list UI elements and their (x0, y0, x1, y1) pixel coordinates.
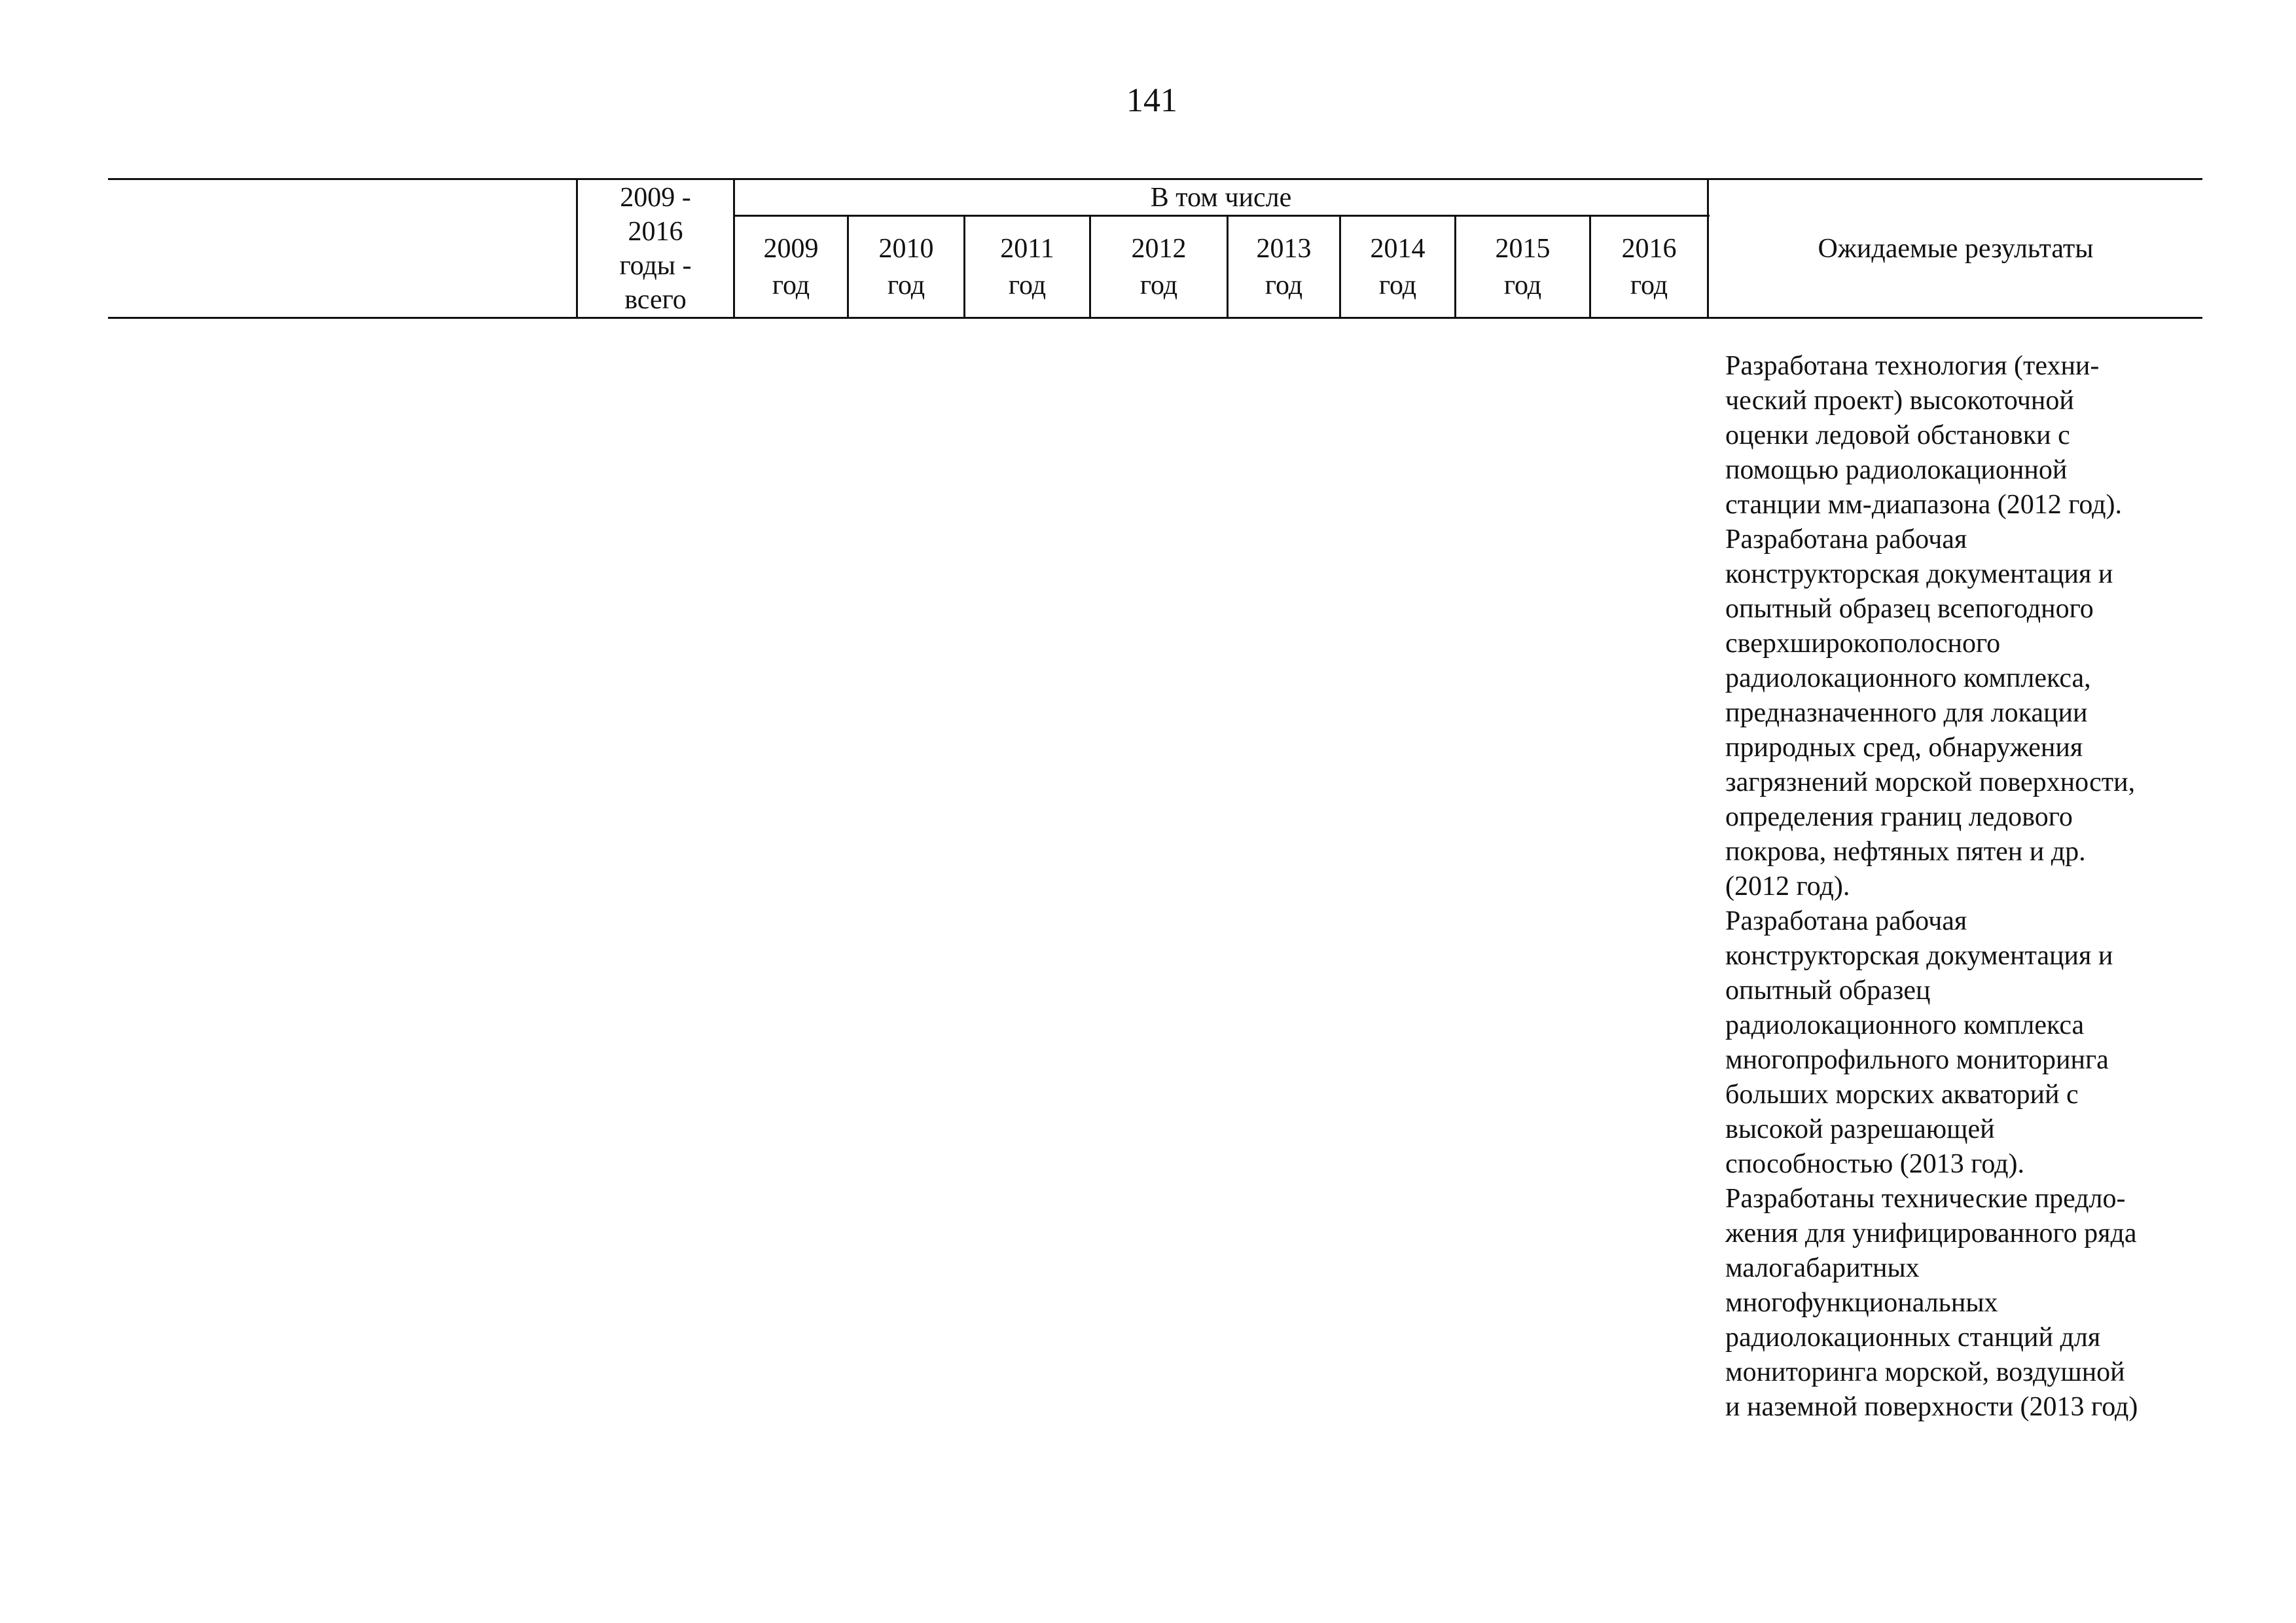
year-unit: год (1008, 270, 1047, 301)
year-unit: год (1265, 270, 1303, 301)
year-column-header (735, 217, 847, 317)
year-column-header (1456, 217, 1589, 317)
year-unit: год (887, 270, 925, 301)
group-header-label: В том числе (1150, 182, 1292, 213)
header-bottom-rule (108, 317, 2202, 319)
total-col-line: годы - (619, 250, 692, 281)
year-unit: год (772, 270, 810, 301)
year-column-header (1591, 217, 1707, 317)
total-col-line: 2016 (628, 216, 683, 247)
year-unit: год (1503, 270, 1542, 301)
year-column-header (1091, 217, 1227, 317)
year-column-header (965, 217, 1089, 317)
year-label: 2016 (1621, 233, 1677, 264)
year-unit: год (1630, 270, 1668, 301)
year-label: 2011 (1000, 233, 1054, 264)
total-col-line: всего (624, 284, 687, 315)
year-column-header (1341, 217, 1454, 317)
expected-results-text: Разработана технология (техни- ческий проект) высокоточной оценки ледовой обстановки с помощью радиолокационной станции мм-диапазона (2012 год). Разработана рабочая конструкторская документация и опытный образец всепогодного сверхширокополосного радиолокационного комплекса, предназначенного для локации природных сред, обнаружения загрязнений морской поверхности, определения границ ледового покрова, нефтяных пятен и др. (2012 год). Разработана рабочая конструкторская документация и опытный образец радиолокационного комплекса многопрофильного мониторинга больших морских акваторий с высокой разрешающей способностью (2013 год). Разработаны технические предло- жения для унифицированного ряда малогабаритных многофункциональных радиолокационных станций для мониторинга морской, воздушной и наземной поверхности (2013 год) (1725, 351, 2138, 1422)
year-label: 2015 (1495, 233, 1551, 264)
results-column-header: Ожидаемые результаты (1818, 233, 2094, 264)
total-col-line: 2009 - (620, 182, 691, 213)
year-label: 2010 (878, 233, 934, 264)
page-number: 141 (1126, 82, 1177, 119)
year-label: 2014 (1370, 233, 1426, 264)
year-column-header (1229, 217, 1339, 317)
year-label: 2012 (1131, 233, 1187, 264)
year-label: 2009 (763, 233, 819, 264)
year-label: 2013 (1256, 233, 1312, 264)
year-unit: год (1139, 270, 1178, 301)
total-column-header (578, 180, 733, 317)
year-unit: год (1378, 270, 1417, 301)
year-column-header (849, 217, 963, 317)
